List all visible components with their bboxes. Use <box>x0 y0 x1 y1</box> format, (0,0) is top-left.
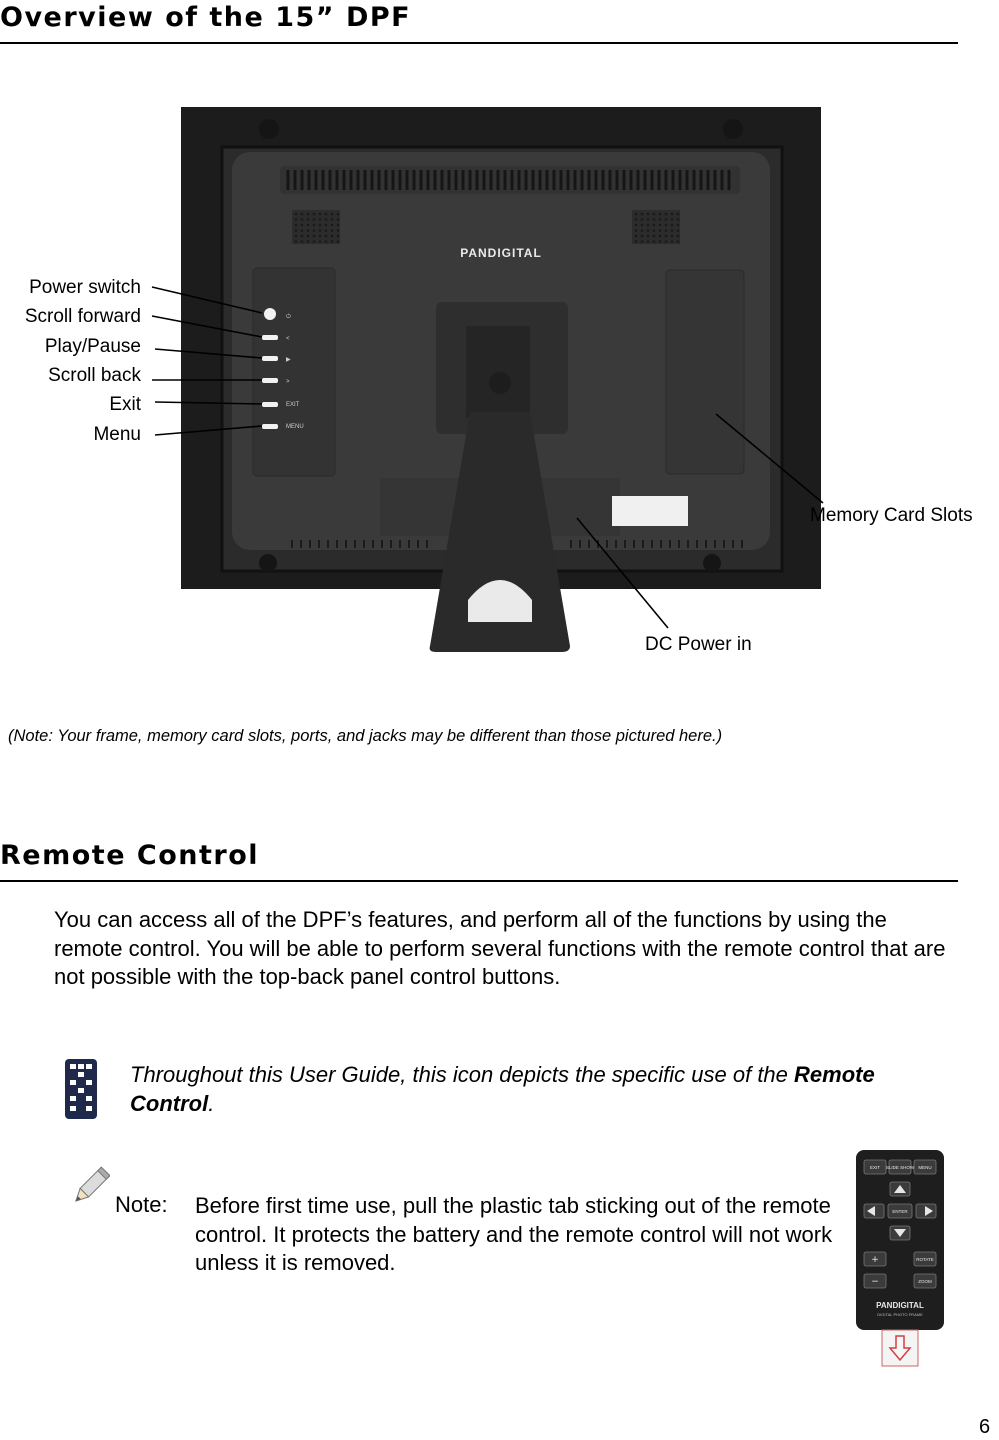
section-title-remote: Remote Control <box>0 840 260 871</box>
device-brand: PANDIGITAL <box>460 246 542 260</box>
heading-rule-remote <box>0 880 958 882</box>
callout-menu: Menu <box>93 424 141 445</box>
remote-brand: PANDIGITAL <box>876 1301 924 1310</box>
label-sticker <box>612 496 688 526</box>
page-title: Overview of the 15” DPF <box>0 2 412 33</box>
button-panel <box>253 268 335 476</box>
note-label: Note: <box>115 1192 168 1217</box>
menu-button <box>262 424 278 429</box>
callout-memory-card-slots: Memory Card Slots <box>810 505 973 526</box>
remote-intro: You can access all of the DPF’s features, and perform all of the functions by using the remote control. You will be able to perform several functions with the remote control that are not possible with the top-back panel control buttons. <box>54 907 946 989</box>
exit-key-label: EXIT <box>286 402 300 408</box>
remote-key-exit: EXIT <box>869 1165 881 1170</box>
remote-control-image <box>852 1148 948 1374</box>
remote-key-rotate: ROTATE <box>916 1257 934 1262</box>
remote-key-enter: ENTER <box>892 1209 908 1214</box>
speaker-left <box>292 210 340 244</box>
remote-key-plus: + <box>871 1255 879 1265</box>
remote-tip <box>130 1061 930 1118</box>
play-pause-button <box>262 356 278 361</box>
svg-text:<: < <box>286 336 290 342</box>
menu-key-label: MENU <box>286 424 304 430</box>
remote-key-minus: − <box>871 1277 879 1287</box>
dpf-back-photo <box>0 100 999 670</box>
scroll-back-button <box>262 378 278 383</box>
exit-button <box>262 402 278 407</box>
scroll-forward-button <box>262 335 278 340</box>
callout-scroll-back: Scroll back <box>48 365 141 386</box>
page-number: 6 <box>979 1416 991 1438</box>
card-slot-panel <box>666 270 744 474</box>
tip-suffix: . <box>208 1090 215 1116</box>
tip-prefix: Throughout this User Guide, this icon depicts the specific use of the <box>130 1062 795 1087</box>
svg-text:>: > <box>286 379 290 385</box>
remote-key-menu: MENU <box>918 1165 932 1170</box>
heading-rule <box>0 42 958 44</box>
remote-key-slideshow: SLIDE SHOW <box>885 1165 915 1170</box>
photo-note: (Note: Your frame, memory card slots, ports, and jacks may be different than those pictured here.) <box>8 727 723 745</box>
remote-icon <box>64 1058 98 1120</box>
remote-key-zoom: ZOOM <box>918 1279 932 1284</box>
power-button <box>264 308 276 320</box>
speaker-right <box>632 210 680 244</box>
callout-exit: Exit <box>109 394 141 415</box>
note-body: Before first time use, pull the plastic tab sticking out of the remote control. It protects the battery and the remote control will not work unless it is removed. <box>195 1193 833 1275</box>
remote-sub: DIGITAL PHOTO FRAME <box>877 1312 923 1317</box>
svg-text:⏻: ⏻ <box>286 314 291 320</box>
callout-scroll-forward: Scroll forward <box>24 306 141 327</box>
tip-bold: Remote Control <box>130 1062 875 1116</box>
callout-dc-power-in: DC Power in <box>645 634 752 655</box>
callout-power-switch: Power switch <box>29 277 141 298</box>
pencil-icon <box>70 1165 110 1209</box>
callout-play-pause: Play/Pause <box>44 336 141 357</box>
svg-text:▶: ▶ <box>286 357 291 363</box>
